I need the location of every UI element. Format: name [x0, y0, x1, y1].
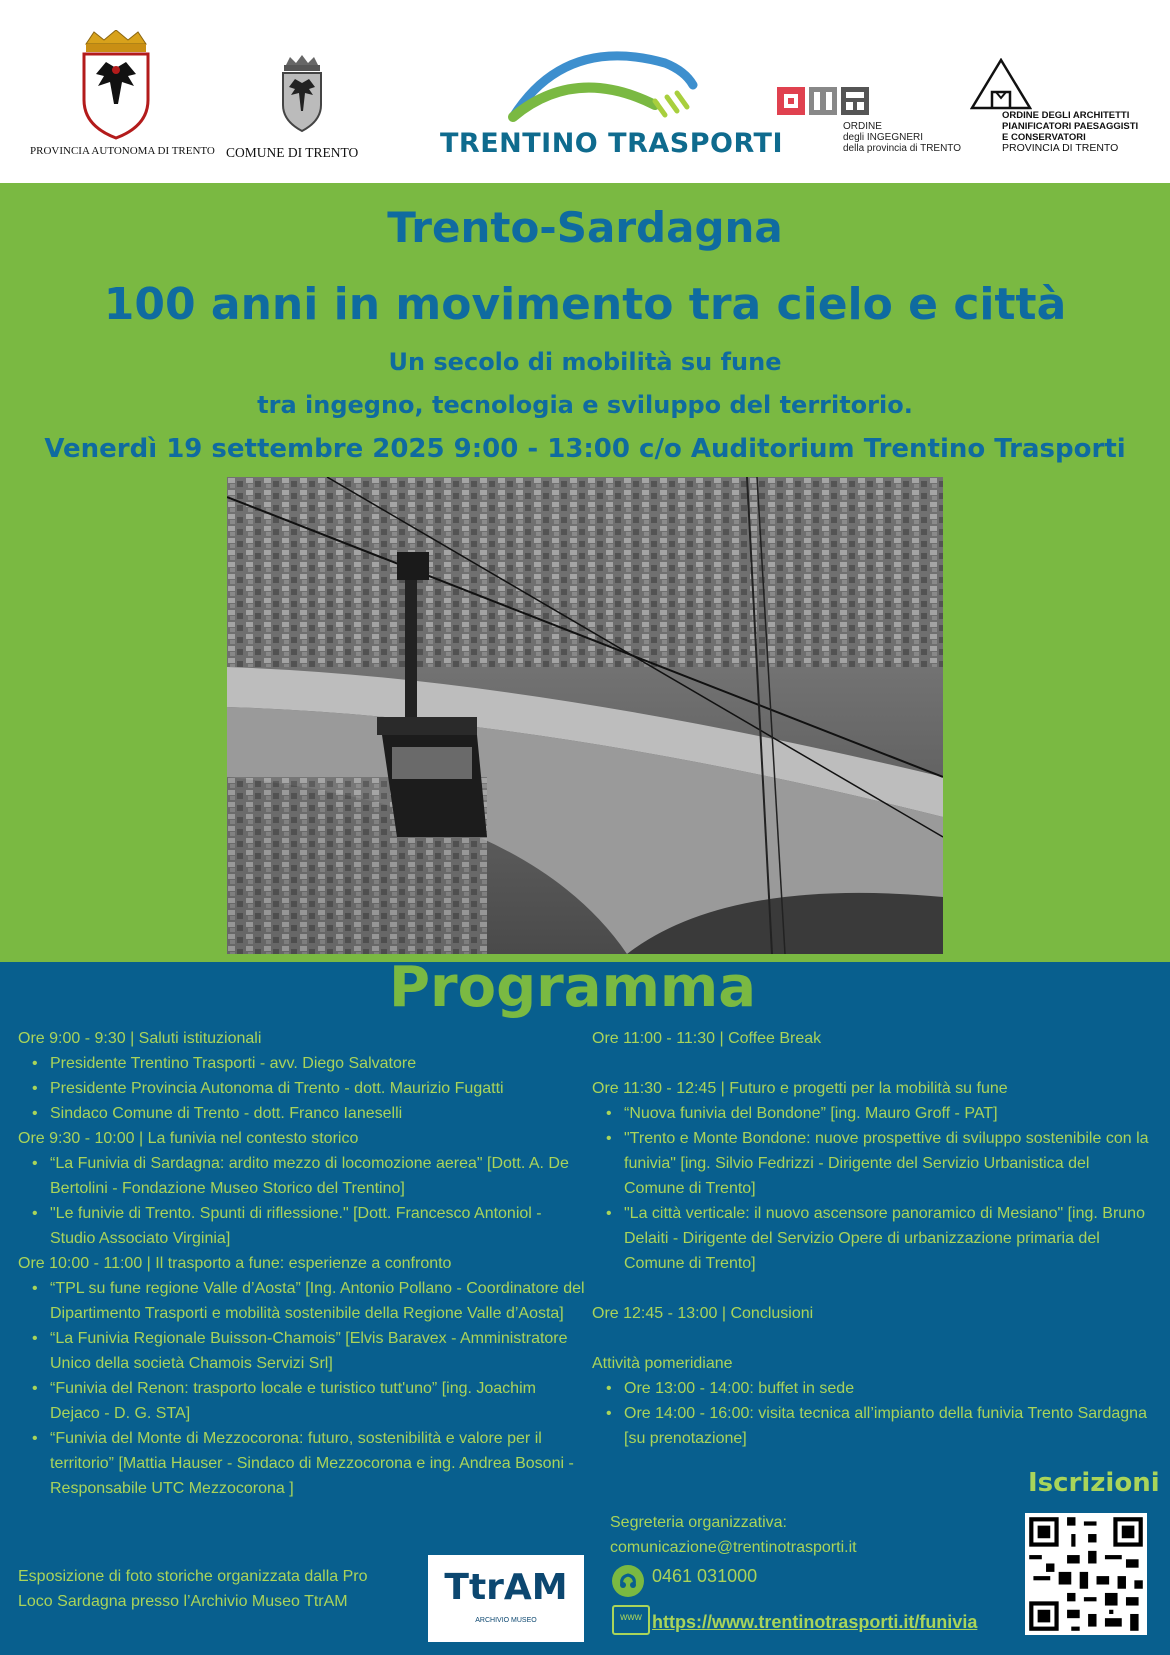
- contact-email[interactable]: comunicazione@trentinotrasporti.it: [610, 1539, 857, 1556]
- program-slot-heading: Ore 9:00 - 9:30 | Saluti istituzionali: [18, 1030, 262, 1047]
- event-date-venue: Venerdì 19 settembre 2025 9:00 - 13:00 c/o Auditorium Trentino Trasporti: [44, 434, 1126, 464]
- program-slot-heading: Ore 10:00 - 11:00 | Il trasporto a fune: esperienze a confronto: [18, 1255, 452, 1272]
- architetti-logo-icon: [970, 58, 1032, 110]
- header-logos: [0, 0, 1170, 183]
- exhibition-note: Esposizione di foto storiche organizzata dalla Pro Loco Sardagna presso l’Archivio Museo TtrAM: [18, 1568, 368, 1610]
- ingegneri-caption: ORDINE degli INGEGNERI della provincia di TRENTO: [843, 121, 962, 154]
- program-item: • Ore 14:00 - 16:00: visita tecnica all’impianto della funivia Trento Sardagna [su prenotazione]: [624, 1401, 1152, 1451]
- event-subtitle-line2: tra ingegno, tecnologia e sviluppo del territorio.: [257, 391, 913, 419]
- phone-icon: [612, 1565, 644, 1597]
- secretariat-label: Segreteria organizzativa:: [610, 1514, 787, 1531]
- program-slot-heading: Ore 11:00 - 11:30 | Coffee Break: [592, 1030, 822, 1047]
- comune-coat-of-arms-icon: [280, 55, 324, 133]
- event-subtitle-line1: Un secolo di mobilità su fune: [388, 348, 782, 376]
- registration-qr-code-icon[interactable]: [1025, 1512, 1147, 1636]
- program-item: • Sindaco Comune di Trento - dott. Franco Ianeselli: [50, 1101, 588, 1126]
- program-item: • “Funivia del Monte di Mezzocorona: futuro, sostenibilità e valore per il territorio” [Mattia Hauser - Sindaco di Mezzocorona e ing. Andrea Bosoni - Responsabile UTC Mezzocorona ]: [50, 1426, 588, 1501]
- trentino-trasporti-name: TRENTINO TRASPORTI: [440, 128, 783, 159]
- program-slot-heading: Attività pomeridiane: [592, 1355, 733, 1372]
- program-item: • “TPL su fune regione Valle d’Aosta” [Ing. Antonio Pollano - Coordinatore del Dipartimento Trasporti e mobilità sostenibile della Regione Valle d’Aosta]: [50, 1276, 588, 1326]
- web-icon: www: [612, 1605, 650, 1635]
- historical-cable-car-photo: [227, 477, 943, 954]
- program-item: • “Nuova funivia del Bondone” [ing. Mauro Groff - PAT]: [624, 1101, 1152, 1126]
- program-slot-heading: Ore 11:30 - 12:45 | Futuro e progetti per la mobilità su fune: [592, 1080, 1008, 1097]
- program-slot-list: [18, 1151, 588, 1251]
- program-title: Programma: [388, 955, 757, 1020]
- provincia-coat-of-arms-icon: [80, 30, 152, 142]
- ingegneri-logo-icon: [776, 86, 872, 116]
- iscrizioni-label: Iscrizioni: [1028, 1468, 1160, 1498]
- program-item: • Presidente Provincia Autonoma di Trento - dott. Maurizio Fugatti: [50, 1076, 588, 1101]
- secretariat-contact: [610, 1510, 970, 1560]
- program-slot-list: [18, 1051, 588, 1126]
- event-website-link[interactable]: https://www.trentinotrasporti.it/funivia: [652, 1612, 978, 1632]
- program-slot-list: [592, 1376, 1152, 1451]
- program-slot-heading: Ore 9:30 - 10:00 | La funivia nel contesto storico: [18, 1130, 359, 1147]
- program-slot-list: [18, 1276, 588, 1501]
- architetti-caption: ORDINE DEGLI ARCHITETTI PIANIFICATORI PAESAGGISTI E CONSERVATORI PROVINCIA DI TRENTO: [1002, 110, 1139, 154]
- trentino-trasporti-logo-icon: [505, 45, 705, 123]
- program-item: • Presidente Trentino Trasporti - avv. Diego Salvatore: [50, 1051, 588, 1076]
- program-item: • Ore 13:00 - 14:00: buffet in sede: [624, 1376, 1152, 1401]
- program-item: • “La Funivia di Sardagna: ardito mezzo di locomozione aerea" [Dott. A. De Bertolini - Fondazione Museo Storico del Trentino]: [50, 1151, 588, 1201]
- event-title: Trento-Sardagna: [387, 203, 783, 252]
- ttram-logo: [428, 1555, 584, 1642]
- program-item: • "Le funivie di Trento. Spunti di riflessione." [Dott. Francesco Antoniol - Studio Associato Virginia]: [50, 1201, 588, 1251]
- comune-caption: COMUNE DI TRENTO: [226, 145, 359, 160]
- provincia-caption: PROVINCIA AUTONOMA DI TRENTO: [30, 145, 215, 157]
- program-item: • "La città verticale: il nuovo ascensore panoramico di Mesiano" [ing. Bruno Delaiti - Dirigente del Servizio Opere di urbanizzazione primaria del Comune di Trento]: [624, 1201, 1152, 1276]
- ttram-logo-subtitle: ARCHIVIO MUSEO: [475, 1617, 537, 1624]
- program-item: • “La Funivia Regionale Buisson-Chamois” [Elvis Baravex - Amministratore Unico della società Chamois Servizi Srl]: [50, 1326, 588, 1376]
- program-slot-list: [592, 1101, 1152, 1276]
- program-item: • “Funivia del Renon: trasporto locale e turistico tutt'uno” [ing. Joachim Dejaco - D. G. STA]: [50, 1376, 588, 1426]
- program-slot-heading: Ore 12:45 - 13:00 | Conclusioni: [592, 1305, 814, 1322]
- ttram-logo-text: TtrAM: [444, 1567, 568, 1608]
- contact-phone[interactable]: 0461 031000: [652, 1566, 758, 1586]
- event-subtitle-main: 100 anni in movimento tra cielo e città: [103, 279, 1067, 330]
- program-right-column: [592, 1026, 1152, 1451]
- program-left-column: [18, 1026, 588, 1501]
- program-item: • "Trento e Monte Bondone: nuove prospettive di sviluppo sostenibile con la funivia" [ing. Silvio Fedrizzi - Dirigente del Servizio Urbanistica del Comune di Trento]: [624, 1126, 1152, 1201]
